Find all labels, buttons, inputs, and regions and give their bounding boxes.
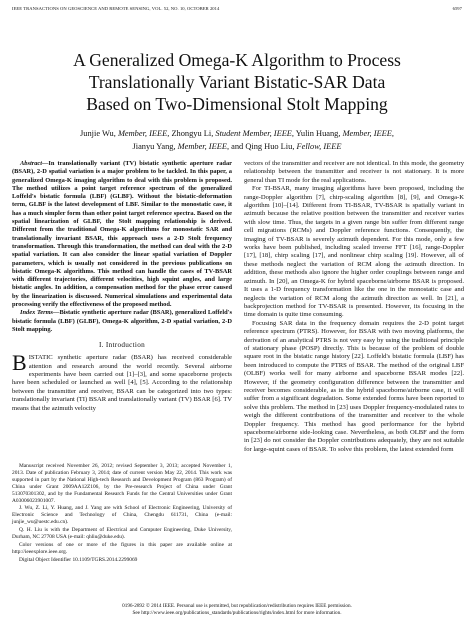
- author-names-2: , Zhongyu Li,: [167, 129, 216, 138]
- footnote-doi: Digital Object Identifier 10.1109/TGRS.2014.2299069: [19, 556, 138, 563]
- left-column: [12, 160, 232, 413]
- title-line-3: Based on Two-Dimensional Stolt Mapping: [86, 94, 388, 114]
- author-list: [12, 127, 462, 153]
- right-paragraph-3: Focusing SAR data in the frequency domain requires the 2-D point target reference spectrum (PTRS). However, for BSAR with two moving platforms, the derivation of an analytical PTRS is not very easy by using the traditional principle of stationary phase (POSP) directly. This is because of the problem of double square root in the bistatic range history [22]. Loffeld's bistatic formula (LBF) has been introduced to compute the PTRS of BSAR. The method of the original LBF (OLBF) works well for many airborne and spaceborne BSAR modes [22]. However, if the geometry configuration difference between the transmitter and receiver becomes considerable, as in the hybrid spaceborne/airborne case, it will suffer from a significant degradation. Some extended forms have been reported to solve this problem. The method in [23] uses Doppler frequency-modulated rates to weigh the different contributions of the transmitter and receiver to the whole Doppler frequency. This method has good performance for the hybrid spaceborne/airborne side-looking case. Nevertheless, as both OLBF and the form in [23] do not consider the Doppler contributions adequately, they are not suitable for large-squint cases of BSAR. To solve this problem, the latest extended form: [244, 319, 464, 453]
- right-paragraph-1: vectors of the transmitter and receiver are not identical. In this mode, the geometry relationship between the transmitter and receiver is not stationary. It is more general than TI mode for the real applications.: [244, 160, 464, 184]
- footnote-affiliation-1: J. Wu, Z. Li, Y. Huang, and J. Yang are with School of Electronic Engineering, University of Electronic Science and Technology of China, Chengdu 611731, China (e-mail: junjie_wu@uestc.edu.cn).: [12, 505, 232, 526]
- author-role-5: Fellow, IEEE: [296, 142, 342, 151]
- copyright-footer: [12, 603, 462, 618]
- title-line-2: Translationally Variant Bistatic-SAR Data: [88, 72, 386, 92]
- index-terms-lead: Index Terms: [20, 309, 54, 317]
- footnote-color: Color versions of one or more of the figures in this paper are available online at http://ieeexplore.ieee.org.: [12, 541, 232, 555]
- footnote-manuscript: Manuscript received November 26, 2012; revised September 3, 2013; accepted November 1, 2013. Date of publication February 3, 2014; date of current version May 22, 2014. This work was supported in part by the National High-tech Research and Development Program (863 Program) of China under Grant 2009AA12Z106, by the Pre-research Project of China under Grant 513070301302, and by the Fundamental Research Funds for the Central Universities under Grant A03006023901007.: [12, 463, 232, 504]
- right-column: [244, 160, 464, 454]
- copyright-line-2: See http://www.ieee.org/publications_standards/publications/rights/index.html for more information.: [132, 610, 342, 617]
- author-role-3: Member, IEEE: [342, 129, 392, 138]
- intro-paragraph-1: [12, 350, 232, 413]
- author-role-2: Student Member, IEEE: [215, 129, 292, 138]
- copyright-line-1: 0196-2892 © 2014 IEEE. Personal use is permitted, but republication/redistribution requires IEEE permission.: [122, 603, 352, 609]
- author-line-2: [12, 140, 462, 153]
- intro-text-1: ISTATIC synthetic aperture radar (BSAR) has received considerable attention and research around the world recently. Several airborne experiments have been carried out [1]–[3], and some spaceborne projects have been scheduled or launched as well [4], [5]. According to the relationship between the transmitter and receiver, BSAR can be categorized into two types: translationally invariant (TI) BSAR and translationally variant (TV) BSAR [6]. TV means that the azimuth velocity: [12, 354, 232, 412]
- author-role-4: Member, IEEE: [177, 142, 227, 151]
- author-names-3: , Yulin Huang,: [291, 129, 343, 138]
- index-terms: [12, 309, 232, 334]
- abstract-text: —In translationally variant (TV) bistatic synthetic aperture radar (BSAR), 2-D spatial variation is a major problem to be tackled. In this paper, a generalized Omega-K imaging algorithm to deal with this problem is proposed. The method utilizes a point target reference spectrum of the generalized Loffeld's bistatic formula (LBF) (GLBF). Without the bistatic-deformation term, GLBF is the latest development of LBF. Similar to the monostatic case, it has a much simpler form than other point target reference spectra. Based on the spatial linearization of GLBF, the Stolt mapping relationship is derived. Different from the traditional Omega-K algorithms for monostatic SAR and translationally invariant BSAR, this approach uses a 2-D Stolt frequency transformation. Through this transformation, the method can deal with the 2-D spatial variation. It can also consider the linear spatial variation of Doppler parameters, which is usually not considered in the previous publications on bistatic Omega-K algorithms. This method can handle the cases of TV-BSAR with different trajectories, different velocities, high squint angles, and large bistatic angles. In addition, a compensation method for the phase error caused by the linearization is discussed. Numerical simulations and experimental data processing verify the effectiveness of the proposed method.: [12, 160, 232, 309]
- drop-cap: B: [12, 350, 27, 376]
- running-header: [12, 5, 462, 13]
- section-heading-introduction: I. Introduction: [98, 341, 146, 350]
- author-role-1: Member, IEEE: [117, 129, 168, 138]
- author-names-1: Junjie Wu,: [80, 129, 118, 138]
- author-names-4: Jianyu Yang,: [132, 142, 178, 151]
- title-line-1: A Generalized Omega-K Algorithm to Process: [73, 50, 401, 70]
- right-paragraph-2: For TI-BSAR, many imaging algorithms have been proposed, including the range-Doppler algorithm [7], chirp-scaling algorithm [8], [9], and Omega-K algorithm [10]–[14]. Different from TI-BSAR, TV-BSAR is spatially variant in azimuth because the relative position between the transmitter and receiver varies with slow time. Thus, the targets in a given range bin suffer from different range cell migrations (RCMs) and Doppler reference functions. Consequently, the imaging of TV-BSAR is severely azimuth dependent. For this mode, only a few works have been published, including scaled inverse FFT [16], range-Doppler [17], [18], chirp scaling [17], and nonlinear chirp scaling [19]. However, all of these methods neglect the variation of RCM along the azimuth direction. In addition, these methods also ignore the higher order couplings between range and azimuth. In [20], an Omega-K for hybrid spaceborne/airborne BSAR is proposed. It uses a 1-D frequency transformation like the one in the monostatic case and neglects the variation of RCM along the azimuth direction as well. In [21], a backprojection method for TV-BSAR is presented. However, its focusing in the time domain is quite time consuming.: [244, 185, 464, 319]
- footnotes: [12, 463, 232, 565]
- journal-header: IEEE TRANSACTIONS ON GEOSCIENCE AND REMOTE SENSING, VOL. 52, NO. 10, OCTOBER 2014: [12, 6, 220, 11]
- abstract-lead: Abstract: [20, 160, 43, 167]
- page-number: 6597: [452, 6, 462, 11]
- author-line-1: [12, 127, 462, 140]
- footnote-affiliation-2: Q. H. Liu is with the Department of Electrical and Computer Engineering, Duke University, Durham, NC 27708 USA (e-mail: qhliu@duke.edu).: [12, 527, 232, 541]
- author-names-5: , and Qing Huo Liu,: [226, 142, 297, 151]
- author-line-end: ,: [391, 129, 394, 138]
- paper-title: [12, 49, 462, 115]
- abstract: [12, 160, 232, 309]
- index-terms-text: —Bistatic synthetic aperture radar (BSAR), generalized Loffeld's bistatic formula (LBF) (GLBF), Omega-K algorithm, 2-D spatial variation, 2-D Stolt mapping.: [12, 309, 232, 333]
